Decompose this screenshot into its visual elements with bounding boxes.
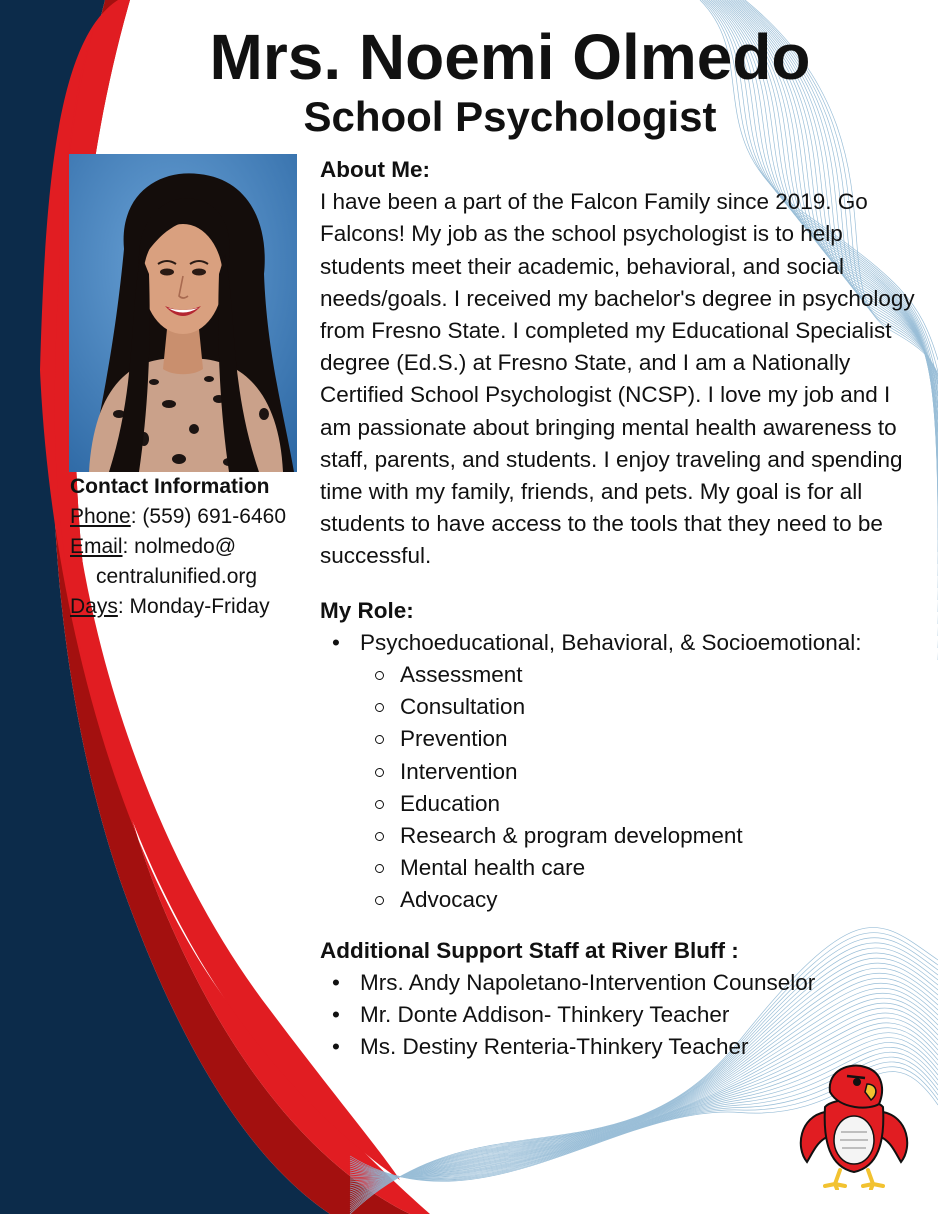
- email-label: Email: [70, 535, 123, 558]
- role-list: [320, 627, 920, 917]
- list-item: • Mr. Donte Addison- Thinkery Teacher: [320, 999, 920, 1031]
- email-value-continued: centralunified.org: [96, 565, 258, 588]
- phone-line: [70, 502, 315, 532]
- email-value: : nolmedo@: [122, 535, 237, 558]
- main-content: [320, 154, 920, 1063]
- list-item: • Mrs. Andy Napoletano-Intervention Counselor: [320, 967, 920, 999]
- about-section: [320, 154, 920, 573]
- days-value: : Monday-Friday: [117, 595, 270, 618]
- phone-label: Phone: [70, 505, 131, 528]
- list-item: • Ms. Destiny Renteria-Thinkery Teacher: [320, 1031, 920, 1063]
- portrait-photo: [69, 154, 297, 472]
- about-text: I have been a part of the Falcon Family since 2019. Go Falcons! My job as the school psychologist is to help students meet their academic, behavioral, and social needs/goals. I received my bachelor's degree in psychology from Fresno State. I completed my Educational Specialist degree (Ed.S.) at Fresno State, and I am a Nationally Certified School Psychologist (NCSP). I love my job and I am passionate about bringing mental health awareness to staff, parents, and students. I enjoy traveling and spending time with my family, friends, and pets. My goal is for all students to have access to the tools that they need to be successful.: [320, 189, 915, 569]
- staff-heading: Additional Support Staff at River Bluff :: [320, 937, 739, 963]
- job-title: School Psychologist: [303, 93, 717, 140]
- role-main-item: Psychoeducational, Behavioral, & Socioemotional:: [360, 629, 862, 655]
- list-item: Education: [360, 788, 920, 820]
- role-heading: My Role:: [320, 597, 414, 623]
- about-heading: About Me:: [320, 157, 430, 182]
- page-title: Mrs. Noemi Olmedo: [209, 21, 811, 93]
- list-item: Consultation: [360, 691, 920, 723]
- list-item: Assessment: [360, 659, 920, 691]
- list-item: Prevention: [360, 723, 920, 755]
- list-item: Intervention: [360, 756, 920, 788]
- staff-section: [320, 935, 920, 1064]
- list-item: Research & program development: [360, 820, 920, 852]
- email-line: [70, 532, 315, 562]
- contact-heading: Contact Information: [70, 475, 270, 498]
- staff-list: [320, 967, 920, 1064]
- contact-info: [70, 472, 315, 622]
- list-item: Mental health care: [360, 852, 920, 884]
- phone-value: : (559) 691-6460: [130, 505, 287, 528]
- list-item: Advocacy: [360, 884, 920, 916]
- days-line: [70, 592, 315, 622]
- list-item: [320, 627, 920, 917]
- role-section: [320, 595, 920, 917]
- falcon-mascot-icon: [795, 1062, 913, 1190]
- days-label: Days: [70, 595, 118, 618]
- role-sub-list: [360, 659, 920, 917]
